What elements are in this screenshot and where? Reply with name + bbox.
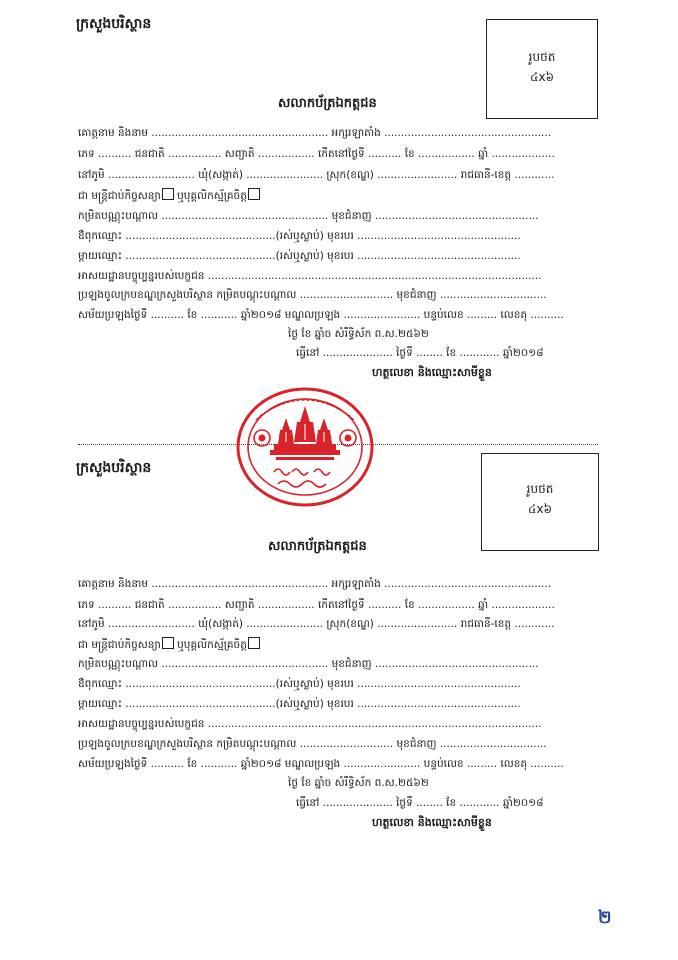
field-birthplace-row: នៅភូមិ .......................... ឃុំ(សង្កាត់) ....................... ស្រុក(ខណ្ឌ) ........................ រាជធានី-ខេត្ត ............	[78, 169, 555, 181]
field-status-row	[78, 637, 260, 652]
signature-label: ហត្ថលេខា និងឈ្មោះសាមីខ្លួន	[372, 366, 492, 379]
contract-official-label: ជា មន្ត្រីជាប់កិច្ចសន្យា	[78, 639, 161, 651]
field-exam-level-row: ប្រឡងចូលក្របខណ្ឌក្រសួងបរិស្ថាន កម្រិតបណ្ដុះបណ្ដាល ............................ មុខជំនាញ ................................	[78, 738, 547, 750]
field-status-row	[78, 188, 260, 203]
photo-label: រូបថត	[528, 50, 556, 64]
volunteer-label: ឬបុគ្គលិកស្ម័គ្រចិត្ត	[177, 190, 247, 202]
field-address-row: អាសយដ្ឋានបច្ចុប្បន្នរបស់បេក្ខជន ....................................................................................................	[78, 718, 542, 730]
field-education-row: កម្រិតបណ្ណុះបណ្ដាល .................................................. មុខជំនាញ .................................................	[78, 658, 539, 670]
ministry-name: ក្រសួងបរិស្ថាន	[76, 460, 152, 476]
contract-official-label: ជា មន្ត្រីជាប់កិច្ចសន្យា	[78, 190, 161, 202]
photo-box	[481, 453, 599, 551]
volunteer-checkbox[interactable]	[248, 637, 260, 649]
contract-official-checkbox[interactable]	[162, 188, 174, 200]
form-title: សលាកប័ត្រឯកត្តជន	[268, 539, 367, 554]
field-father-row: ឳពុកឈ្មោះ .............................................(រស់ឬស្លាប់) មុខរបរ .................................................	[78, 678, 521, 690]
field-name-row: គោត្តនាម និងនាម ..................................................... អក្សរឡាតាំង ..................................................	[78, 578, 552, 590]
photo-size: ៤x៦	[527, 502, 553, 516]
field-exam-session-row: សម័យប្រឡងថ្ងៃទី .......... ខែ ........... ឆ្នាំ២០១៨ មណ្ឌលប្រឡង ....................... បន្ទប់លេខ ......... លេខតុ ..........	[78, 758, 564, 770]
field-exam-level-row: ប្រឡងចូលក្របខណ្ឌក្រសួងបរិស្ថាន កម្រិតបណ្ដុះបណ្ដាល ............................ មុខជំនាញ ................................	[78, 289, 547, 301]
volunteer-label: ឬបុគ្គលិកស្ម័គ្រចិត្ត	[177, 639, 247, 651]
ministry-name: ក្រសួងបរិស្ថាន	[76, 16, 152, 32]
field-address-row: អាសយដ្ឋានបច្ចុប្បន្នរបស់បេក្ខជន ....................................................................................................	[78, 270, 542, 282]
contract-official-checkbox[interactable]	[162, 637, 174, 649]
made-at-date-row: ធ្វើនៅ ..................... ថ្ងៃទី ........ ខែ ............ ឆ្នាំ២០១៨	[296, 797, 544, 809]
field-education-row: កម្រិតបណ្ណុះបណ្ដាល .................................................. មុខជំនាញ .................................................	[78, 210, 539, 222]
photo-size: ៤x៦	[529, 70, 555, 84]
form-title: សលាកប័ត្រឯកត្តជន	[278, 96, 377, 111]
signature-label: ហត្ថលេខា និងឈ្មោះសាមីខ្លួន	[372, 816, 492, 829]
field-mother-row: ម្ដាយឈ្មោះ .............................................(រស់ឬស្លាប់) មុខរបរ .................................................	[78, 698, 521, 710]
angkor-wat-seal-icon	[234, 384, 376, 510]
lunar-date-row: ថ្ងៃ ខែ ឆ្នាំច សំរឹទ្ធិស័ក ព.ស.២៥៦២	[288, 328, 429, 340]
field-sex-nationality-row: ភេទ .......... ជនជាតិ ................ សញ្ជាតិ ................. កើតនៅថ្ងៃទី .......... ខែ ................. ឆ្នាំ ...................	[78, 599, 555, 611]
lunar-date-row: ថ្ងៃ ខែ ឆ្នាំច សំរឹទ្ធិស័ក ព.ស.២៥៦២	[288, 777, 429, 789]
field-mother-row: ម្ដាយឈ្មោះ .............................................(រស់ឬស្លាប់) មុខរបរ .................................................	[78, 250, 521, 262]
field-father-row: ឳពុកឈ្មោះ .............................................(រស់ឬស្លាប់) មុខរបរ .................................................	[78, 230, 521, 242]
field-exam-session-row: សម័យប្រឡងថ្ងៃទី .......... ខែ ........... ឆ្នាំ២០១៨ មណ្ឌលប្រឡង ....................... បន្ទប់លេខ ......... លេខតុ ..........	[78, 309, 564, 321]
photo-box	[486, 19, 598, 119]
field-name-row: គោត្តនាម និងនាម ..................................................... អក្សរឡាតាំង ..................................................	[78, 127, 552, 139]
page-number: ២	[598, 907, 612, 928]
volunteer-checkbox[interactable]	[248, 188, 260, 200]
photo-label: រូបថត	[526, 482, 554, 496]
field-birthplace-row: នៅភូមិ .......................... ឃុំ(សង្កាត់) ....................... ស្រុក(ខណ្ឌ) ........................ រាជធានី-ខេត្ត ............	[78, 618, 555, 630]
made-at-date-row: ធ្វើនៅ ..................... ថ្ងៃទី ........ ខែ ............ ឆ្នាំ២០១៨	[296, 347, 544, 359]
field-sex-nationality-row: ភេទ .......... ជនជាតិ ................ សញ្ជាតិ ................. កើតនៅថ្ងៃទី .......... ខែ ................. ឆ្នាំ ...................	[78, 148, 555, 160]
